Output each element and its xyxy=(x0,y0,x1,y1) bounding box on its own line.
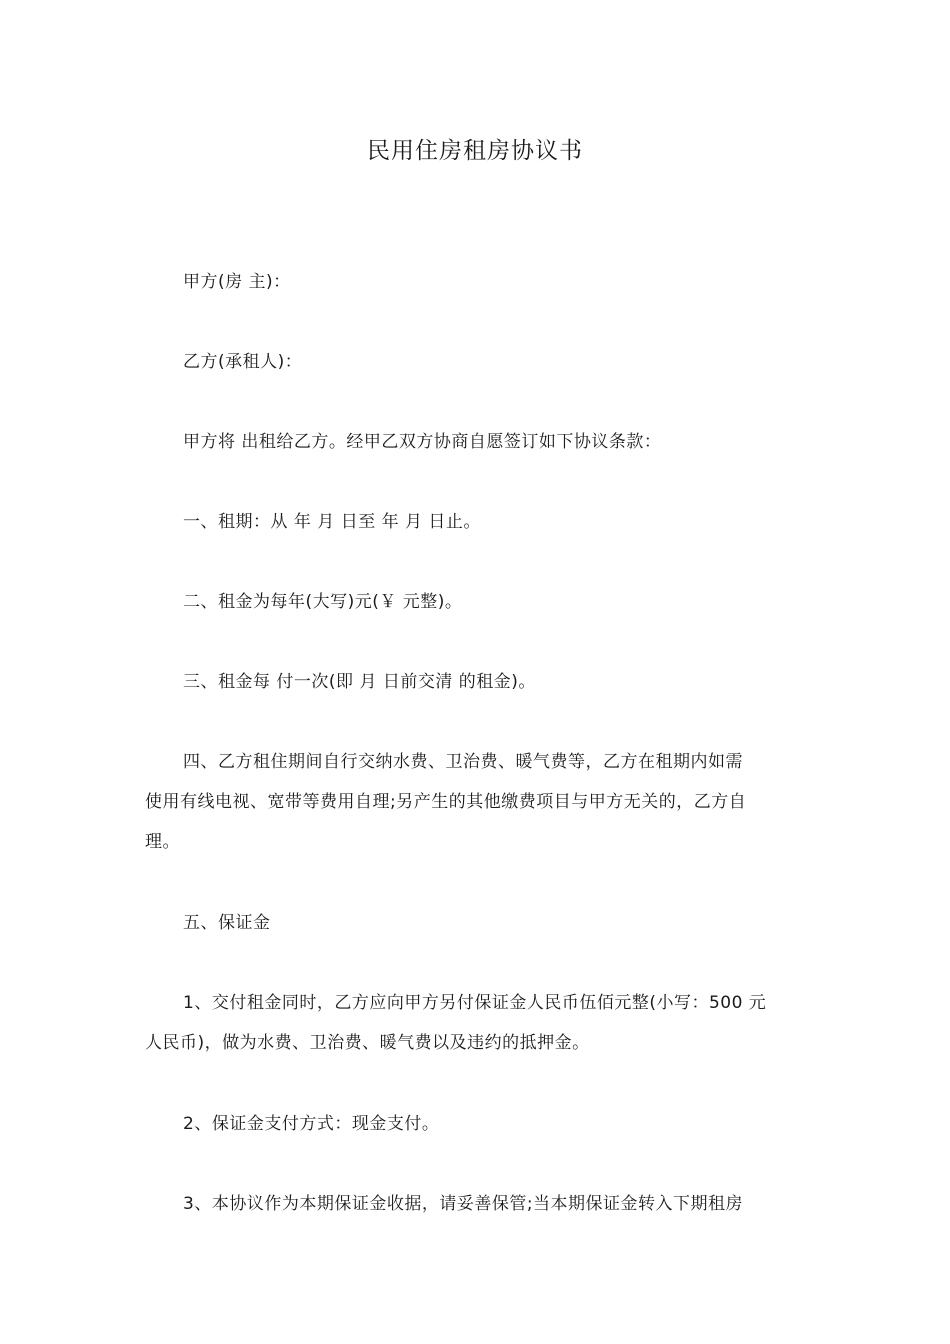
paragraph-line: 使用有线电视、宽带等费用自理;另产生的其他缴费项目与甲方无关的，乙方自 xyxy=(145,792,747,812)
paragraph-line: 3、本协议作为本期保证金收据，请妥善保管;当本期保证金转入下期租房 xyxy=(183,1194,744,1214)
party-a-line xyxy=(145,262,810,302)
clause-2-rent xyxy=(145,582,810,622)
paragraph-line: 2、保证金支付方式：现金支付。 xyxy=(183,1114,440,1134)
clause-4-utilities xyxy=(145,742,810,862)
paragraph-line: 甲方将 出租给乙方。经甲乙双方协商自愿签订如下协议条款： xyxy=(183,432,662,452)
paragraph-line: 二、租金为每年(大写)元(￥ 元整)。 xyxy=(183,592,463,612)
clause-5-deposit-heading xyxy=(145,903,810,943)
paragraph-line: 一、租期：从 年 月 日至 年 月 日止。 xyxy=(183,512,481,532)
paragraph-line: 四、乙方租住期间自行交纳水费、卫治费、暖气费等，乙方在租期内如需 xyxy=(183,752,743,772)
paragraph-line: 理。 xyxy=(145,832,180,852)
deposit-item-2 xyxy=(145,1104,810,1144)
paragraph-line: 1、交付租金同时，乙方应向甲方另付保证金人民币伍佰元整(小写：500 元 xyxy=(183,993,767,1013)
clause-1-term xyxy=(145,502,810,542)
paragraph-line: 甲方(房 主)： xyxy=(183,272,291,292)
paragraph-line: 五、保证金 xyxy=(183,913,271,933)
clause-3-payment xyxy=(145,662,810,702)
deposit-item-3 xyxy=(145,1184,810,1224)
party-b-line xyxy=(145,342,810,382)
intro-paragraph xyxy=(145,422,810,462)
document-title: 民用住房租房协议书 xyxy=(367,138,583,164)
paragraph-line: 乙方(承租人)： xyxy=(183,352,303,372)
paragraph-line: 人民币)，做为水费、卫治费、暖气费以及违约的抵押金。 xyxy=(145,1033,590,1053)
paragraph-line: 三、租金每 付一次(即 月 日前交清 的租金)。 xyxy=(183,672,536,692)
deposit-item-1 xyxy=(145,983,810,1063)
